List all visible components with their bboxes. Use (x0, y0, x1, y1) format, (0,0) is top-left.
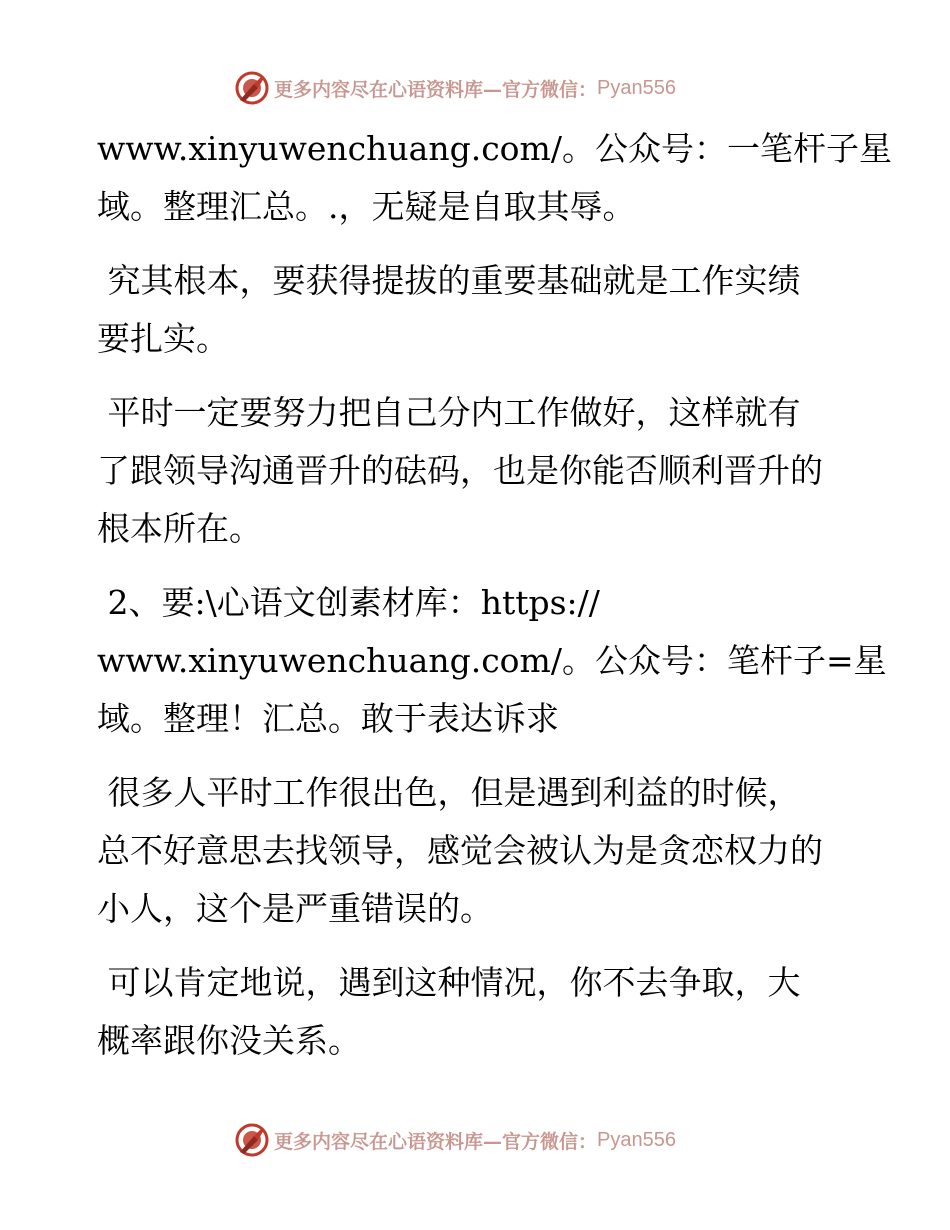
text-line: 很多人平时工作很出色，但是遇到利益的时候， (97, 773, 801, 812)
pen-logo-icon (234, 70, 270, 106)
paragraph (97, 574, 887, 748)
text-line: 2、要:\心语文创素材库：https:// (97, 583, 600, 622)
text-line: www.xinyuwenchuang.com/。公众号：一笔杆子星 (97, 129, 892, 168)
text-line: 究其根本，要获得提拔的重要基础就是工作实绩 (97, 261, 801, 300)
paragraph (97, 764, 857, 938)
text-line: 域。整理！汇总。敢于表达诉求 (97, 699, 559, 738)
footer-watermark-text: 更多内容尽在心语资料库—官方微信： (274, 1130, 598, 1153)
header-watermark (234, 70, 754, 106)
text-line: www.xinyuwenchuang.com/。公众号：笔杆子=星 (97, 641, 887, 680)
footer-wechat-id: Pyan556 (597, 1128, 676, 1151)
header-wechat-id: Pyan556 (597, 76, 676, 99)
document-body (97, 120, 892, 1086)
text-line: 概率跟你没关系。 (97, 1021, 361, 1060)
header-watermark-text: 更多内容尽在心语资料库—官方微信： (274, 78, 598, 101)
paragraph (97, 384, 857, 558)
footer-watermark (234, 1122, 754, 1158)
text-line: 域。整理汇总。.，无疑是自取其辱。 (97, 187, 636, 226)
text-line: 可以肯定地说，遇到这种情况，你不去争取，大 (97, 963, 801, 1002)
paragraph (97, 252, 857, 368)
text-line: 总不好意思去找领导，感觉会被认为是贪恋权力的 (97, 831, 823, 870)
text-line: 了跟领导沟通晋升的砝码，也是你能否顺利晋升的 (97, 451, 823, 490)
paragraph (97, 954, 857, 1070)
text-line: 根本所在。 (97, 509, 262, 548)
text-line: 小人，这个是严重错误的。 (97, 889, 493, 928)
pen-logo-icon (234, 1122, 270, 1158)
text-line: 平时一定要努力把自己分内工作做好，这样就有 (97, 393, 801, 432)
text-line: 要扎实。 (97, 319, 229, 358)
paragraph (97, 120, 892, 236)
